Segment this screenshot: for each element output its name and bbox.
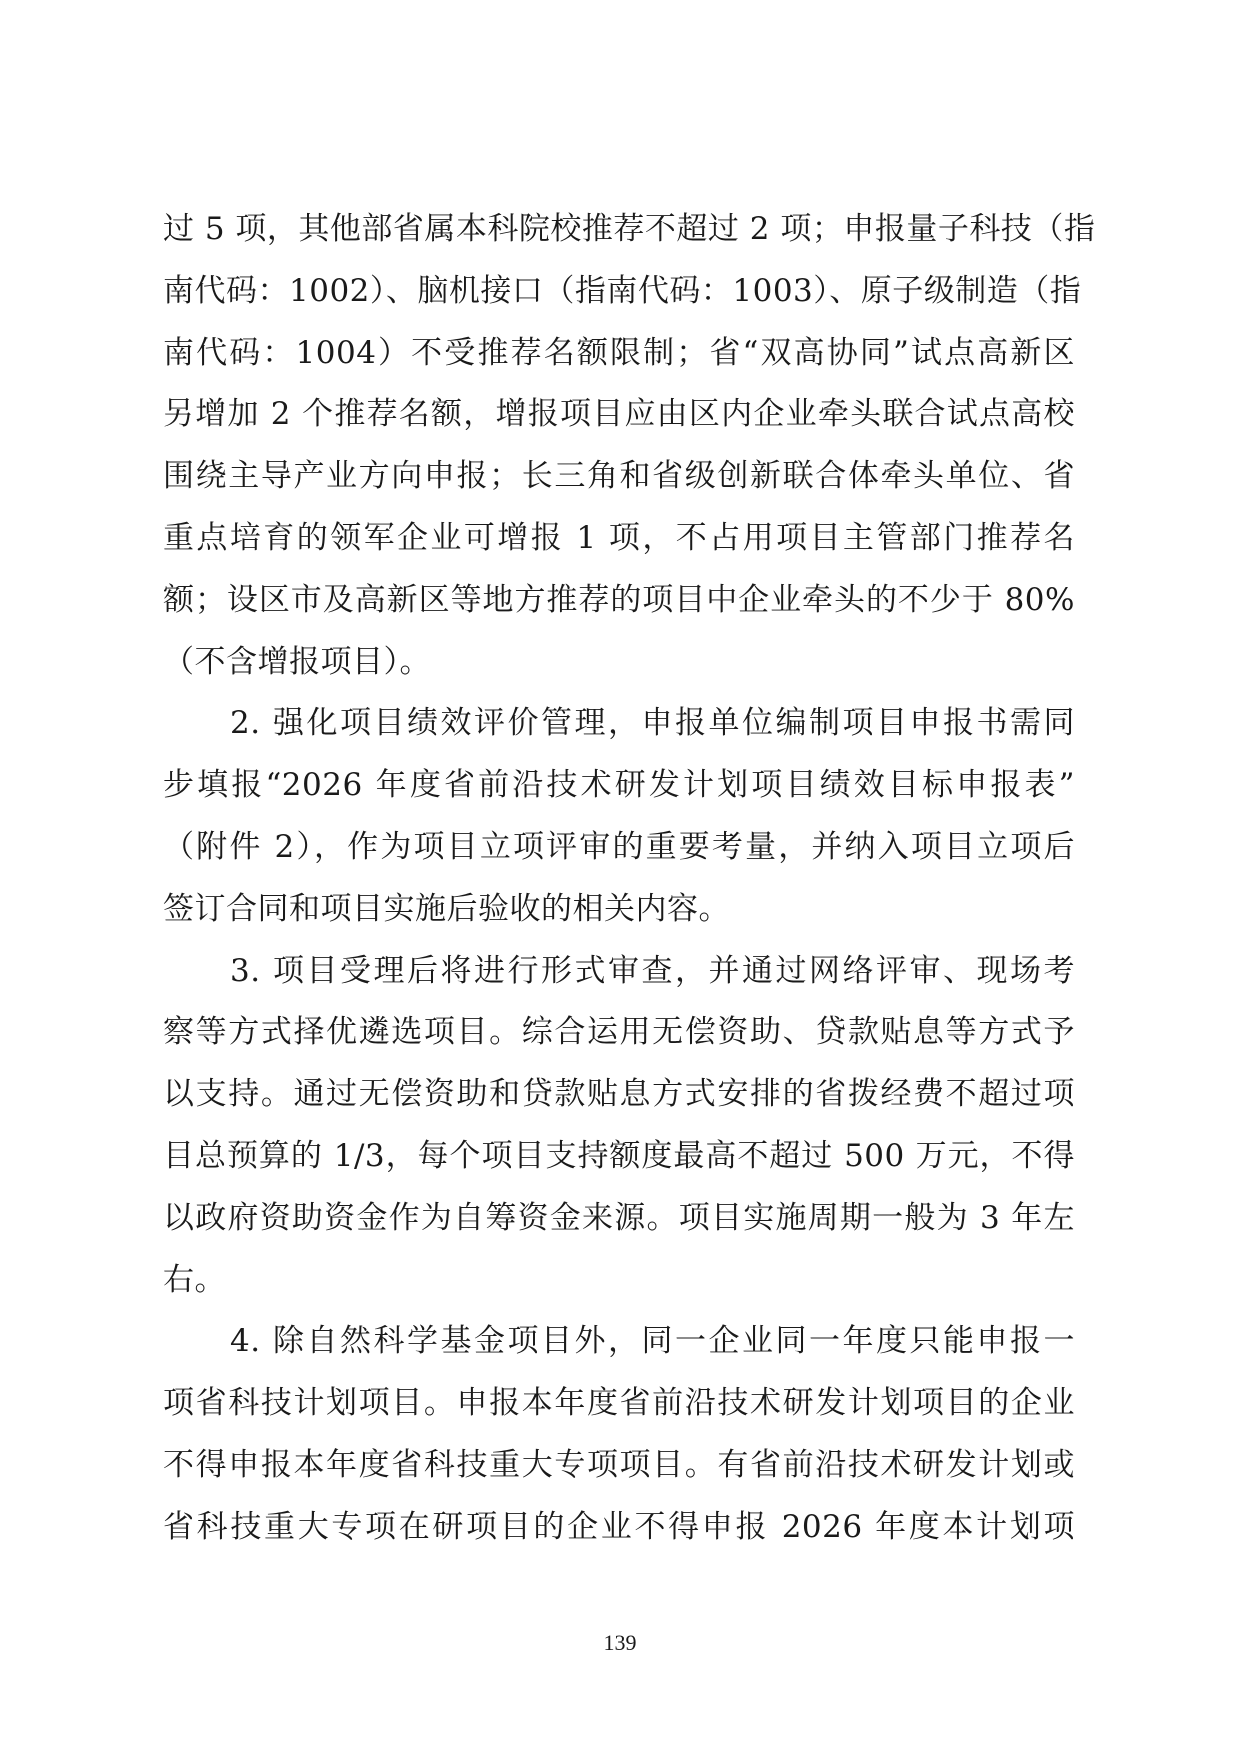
text-line: 察等方式择优遴选项目。综合运用无偿资助、贷款贴息等方式予 <box>163 1014 1075 1051</box>
page-number: 139 <box>603 1630 637 1655</box>
text-line: 不得申报本年度省科技重大专项项目。有省前沿技术研发计划或 <box>163 1446 1075 1483</box>
text-line: 围绕主导产业方向申报；长三角和省级创新联合体牵头单位、省 <box>163 458 1075 495</box>
text-line: 另增加 2 个推荐名额，增报项目应由区内企业牵头联合试点高校 <box>163 396 1075 433</box>
text-line: 目总预算的 1/3，每个项目支持额度最高不超过 500 万元，不得 <box>163 1137 1075 1174</box>
text-line: 4. 除自然科学基金项目外，同一企业同一年度只能申报一 <box>163 1323 1075 1360</box>
text-line: （附件 2），作为项目立项评审的重要考量，并纳入项目立项后 <box>163 828 1075 865</box>
text-line: 过 5 项，其他部省属本科院校推荐不超过 2 项；申报量子科技（指 <box>163 211 1096 247</box>
text-line: 2. 强化项目绩效评价管理，申报单位编制项目申报书需同 <box>163 705 1075 742</box>
text-line: 南代码：1004）不受推荐名额限制；省“双高协同”试点高新区 <box>163 334 1075 371</box>
text-line: 签订合同和项目实施后验收的相关内容。 <box>163 890 730 927</box>
text-line: 项省科技计划项目。申报本年度省前沿技术研发计划项目的企业 <box>163 1385 1075 1422</box>
text-line: 重点培育的领军企业可增报 1 项，不占用项目主管部门推荐名 <box>163 519 1075 556</box>
text-line: （不含增报项目）。 <box>163 643 431 680</box>
body-text <box>163 199 1096 1559</box>
text-line: 额；设区市及高新区等地方推荐的项目中企业牵头的不少于 80% <box>163 581 1075 618</box>
text-line: 以支持。通过无偿资助和贷款贴息方式安排的省拨经费不超过项 <box>163 1076 1075 1113</box>
text-line: 步填报“2026 年度省前沿技术研发计划项目绩效目标申报表” <box>163 767 1075 804</box>
text-line: 南代码：1002）、脑机接口（指南代码：1003）、原子级制造（指 <box>163 272 1082 309</box>
text-line: 以政府资助资金作为自筹资金来源。项目实施周期一般为 3 年左 <box>163 1199 1075 1236</box>
text-line: 3. 项目受理后将进行形式审查，并通过网络评审、现场考 <box>163 952 1075 989</box>
text-line: 省科技重大专项在研项目的企业不得申报 2026 年度本计划项 <box>163 1508 1075 1545</box>
text-line: 右。 <box>163 1261 226 1298</box>
